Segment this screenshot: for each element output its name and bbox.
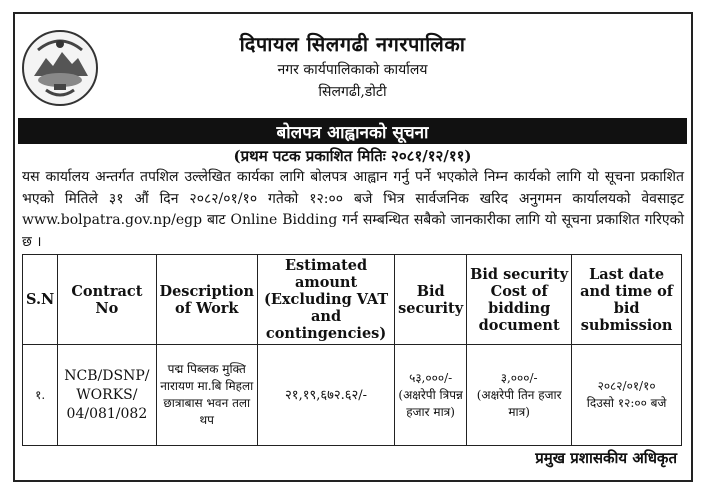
header-bidding-doc-cost: Bid security Cost of bidding document: [467, 255, 572, 345]
notice-heading: बोलपत्र आह्वानको सूचना: [276, 122, 429, 143]
office-location: सिलगढी,डोटी: [318, 84, 387, 100]
municipality-title: दिपायल सिलगढी नगरपालिका: [239, 32, 466, 56]
cell-bidding-doc-cost: [467, 345, 572, 446]
office-subtitle: नगर कार्यपालिकाको कार्यालय: [277, 62, 428, 78]
table-header-row: [23, 255, 682, 345]
cell-estimated-amount: २१,१९,६७२.६२/-: [258, 345, 395, 446]
notice-body: यस कार्यालय अन्तर्गत तपशिल उल्लेखित कार्यका लागि बोलपत्र आह्वान गर्नु पर्ने भएकोले निम्न कार्यको लागि यो सूचना प्रकाशित भएको मितिले ३१ औं दिन २०८२/०१/१० गतेको १२:०० बजे भित्र सार्वजनिक खरिद अनुगमन कार्यालयको वेवसाइट www.bolpatra.gov.np/egp बाट Online Bidding गर्न सम्बन्धित सबैको जानकारीका लागि यो सूचना प्रकाशित गरिएको छ ।: [22, 169, 684, 250]
cell-description: पद्म पिब्लक मुक्ति नारायण मा.बि मिहला छात्राबास भवन तला थप: [156, 345, 258, 446]
bid-security-words: (अक्षरेपी त्रिपन्न हजार मात्र): [398, 387, 463, 419]
header-contract-no: Contract No: [58, 255, 156, 345]
cell-bid-security: [395, 345, 467, 446]
deadline-time: दिउसो १२:०० बजे: [586, 396, 667, 410]
header-bid-security: Bid security: [395, 255, 467, 345]
cell-submission-deadline: [572, 345, 682, 446]
header-estimated-amount: Estimated amount (Excluding VAT and contingencies): [258, 255, 395, 345]
deadline-date: २०८२/०१/१०: [597, 379, 656, 393]
cost-amount: ३,०००/-: [500, 370, 538, 385]
bid-table: [22, 254, 682, 446]
table-row: [23, 345, 682, 446]
notice-heading-banner: [18, 118, 687, 144]
bid-security-amount: ५३,०००/-: [409, 370, 453, 385]
header-submission-deadline: Last date and time of bid submission: [572, 255, 682, 345]
publish-date: (प्रथम पटक प्रकाशित मितिः २०८१/१२/११): [233, 147, 472, 165]
signatory: प्रमुख प्रशासकीय अधिकृत: [535, 449, 677, 467]
cell-contract-no: NCB/DSNP/ WORKS/ 04/081/082: [58, 345, 156, 446]
cost-words: (अक्षरेपी तिन हजार मात्र): [476, 387, 562, 419]
header-description: Description of Work: [156, 255, 258, 345]
cell-sn: १.: [23, 345, 58, 446]
header-sn: S.N: [23, 255, 58, 345]
